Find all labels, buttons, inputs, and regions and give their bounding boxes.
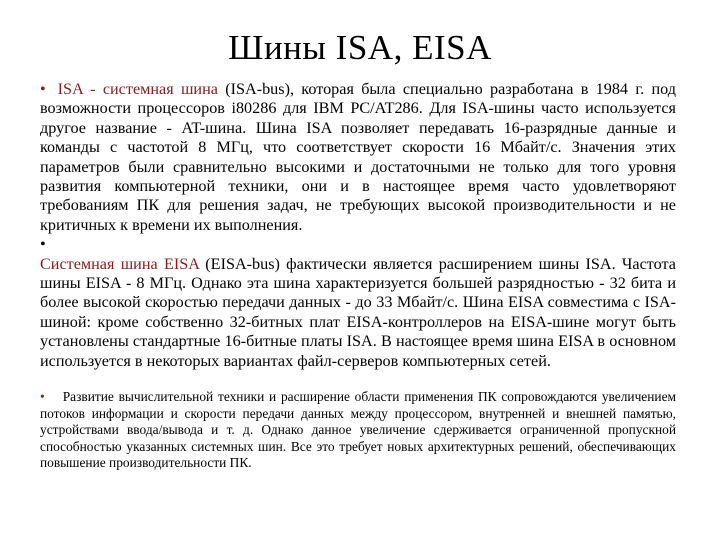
bullet-marker: • [40,80,46,98]
paragraph-eisa [40,255,676,371]
development-body-text: Развитие вычислительной техники и расширение области применения ПК сопровождаются увеличением потоков информации и скорости передачи данных между процессором, внутренней и внешней памятью, устройствами ввода/вывода и т. д. Однако данное увеличение сдерживается ограниченной пропускной способностью указанных системных шин. Все это требует новых архитектурных решений, обеспечивающих повышение производительности ПК. [40,389,676,471]
eisa-lead-text: Системная шина EISA [40,254,200,273]
isa-lead-text: ISA - системная шина [57,80,218,98]
isa-body-text: (ISA-bus), которая была специально разработана в 1984 г. под возможности процессоров i80286 для IBM PC/AT286. Для ISA-шины часто используется другое название - AT-шина. Шина ISA позволяет передавать 16-разрядные данные и команды с частотой 8 МГц, что соответствует скорости 16 Мбайт/с. Значения этих параметров были сравнительно высокими и достаточными не только для того уровня развития компьютерной техники, они и в настоящее время часто удовлетворяют требованиям ПК для решения задач, не требующих высокой производительности и не критичных к времени их выполнения. [40,80,676,234]
eisa-body-text: (EISA-bus) фактически является расширением шины ISA. Частота шины EISA - 8 МГц. Однако эта шина характеризуется большей разрядностью - 32 бита и более высокой скоростью передачи данных - до 33 Мбайт/с. Шина EISA совместима с ISA-шиной: кроме собственно 32-битных плат EISA-контроллеров на EISA-шине могут быть установлены стандартные 16-битные платы ISA. В настоящее время шина EISA в основном используется в некоторых вариантах файл-серверов компьютерных сетей. [40,254,676,370]
bullet-marker: • [40,389,45,405]
slide-body [40,80,676,472]
bullet-marker: • [40,235,46,254]
paragraph-isa [40,80,676,235]
empty-bullet-line [40,235,676,254]
paragraph-development [40,389,676,472]
slide-title: Шины ISA, EISA [228,28,492,67]
